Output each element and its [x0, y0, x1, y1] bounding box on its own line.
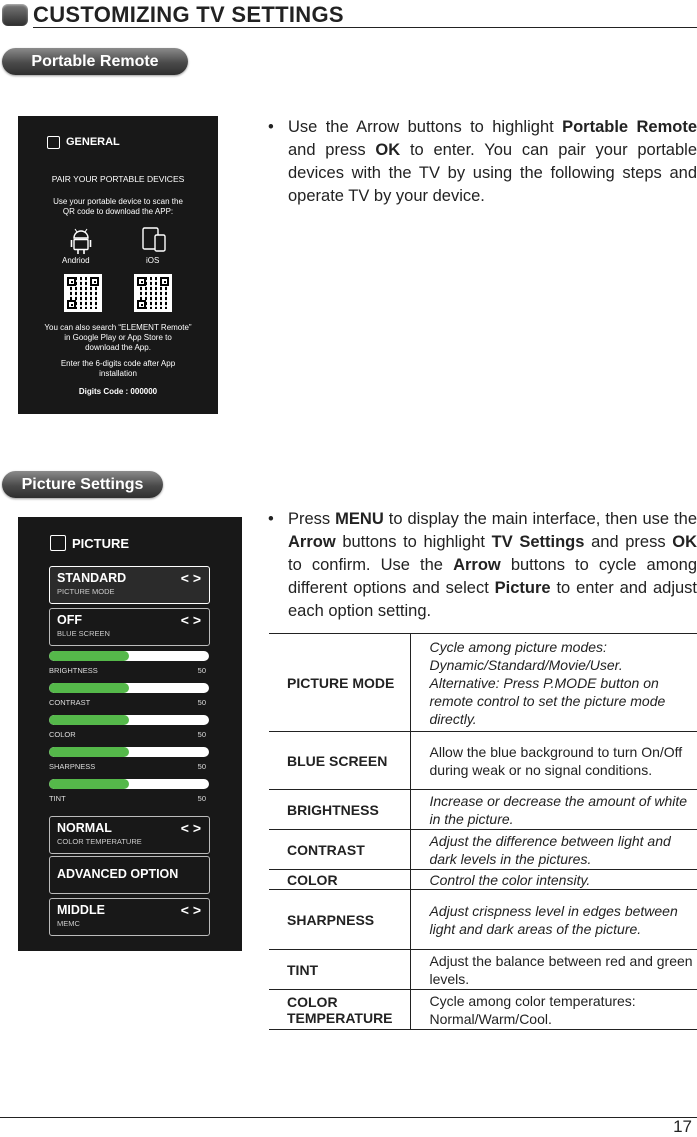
tv-screen-general	[18, 116, 218, 414]
digits-code: Digits Code : 000000	[78, 387, 158, 396]
slider-value: 50	[197, 762, 206, 771]
setting-name: COLOR	[269, 870, 410, 890]
slider-fill	[49, 683, 129, 693]
slider-label: CONTRAST	[49, 698, 91, 707]
setting-description: Cycle among color temperatures: Normal/Warm/Cool.	[429, 992, 636, 1027]
setting-name: CONTRAST	[269, 830, 410, 870]
checkbox-icon	[50, 535, 66, 551]
slider-brightness[interactable]	[49, 651, 209, 661]
screen-title: GENERAL	[66, 136, 120, 148]
section-pill-picture-settings: Picture Settings	[2, 471, 163, 498]
setting-name: TINT	[269, 950, 410, 990]
option-value: ADVANCED OPTION	[57, 867, 179, 881]
search-line: download the App.	[85, 343, 151, 352]
bullet: •	[268, 510, 274, 528]
cycle-arrows-icon: < >	[180, 902, 201, 918]
page-title: CUSTOMIZING TV SETTINGS	[33, 2, 344, 27]
slider-label: SHARPNESS	[49, 762, 96, 771]
option-label: PICTURE MODE	[57, 587, 115, 596]
page-number: 17	[673, 1117, 692, 1136]
instruction-line: Use your portable device to scan the	[53, 197, 183, 206]
option-value: STANDARD	[57, 571, 127, 585]
setting-description: Cycle among picture modes: Dynamic/Standard/Movie/User. Alternative: Press P.MODE button on remote control to set the picture mode directly.	[429, 638, 666, 727]
slider-value: 50	[197, 666, 206, 675]
slider-sharpness[interactable]	[49, 747, 209, 757]
option-label: BLUE SCREEN	[57, 629, 110, 638]
search-line: You can also search “ELEMENT Remote”	[44, 323, 192, 332]
menu-advanced-option[interactable]	[49, 856, 210, 894]
slider-value: 50	[197, 794, 206, 803]
instruction-line: QR code to download the APP:	[62, 207, 174, 216]
tv-screen-picture	[18, 517, 242, 951]
ios-qr-code	[134, 274, 172, 312]
menu-memc[interactable]	[49, 898, 210, 936]
portable-remote-text: • Use the Arrow buttons to highlight Portable Remote and press OK to enter. You can pair your portable devices with the TV by using the following steps and operate TV by your device.	[268, 118, 697, 205]
slider-fill	[49, 779, 129, 789]
header-rule	[33, 27, 697, 28]
slider-fill	[49, 715, 129, 725]
bullet: •	[268, 118, 274, 136]
menu-color-temperature[interactable]	[49, 816, 210, 854]
slider-tint[interactable]	[49, 779, 209, 789]
setting-name: SHARPNESS	[269, 890, 410, 950]
slider-value: 50	[197, 730, 206, 739]
setting-description: Adjust the balance between red and green levels.	[429, 952, 693, 987]
option-value: NORMAL	[57, 821, 112, 835]
table-row	[269, 950, 697, 990]
slider-fill	[49, 747, 129, 757]
setting-description: Adjust the difference between light and dark levels in the pictures.	[429, 832, 671, 867]
setting-description: Allow the blue background to turn On/Off during weak or no signal conditions.	[429, 743, 683, 778]
table-row	[269, 732, 697, 790]
table-row	[269, 830, 697, 870]
slider-fill	[49, 651, 129, 661]
table-row	[269, 634, 697, 732]
android-label: Andriod	[62, 256, 90, 265]
setting-name: COLOR TEMPERATURE	[269, 990, 410, 1030]
picture-settings-table	[269, 633, 697, 1030]
setting-description: Adjust crispness level in edges between light and dark areas of the picture.	[429, 902, 678, 937]
table-row	[269, 790, 697, 830]
setting-description: Control the color intensity.	[429, 871, 591, 888]
slider-value: 50	[197, 698, 206, 707]
pair-heading: PAIR YOUR PORTABLE DEVICES	[51, 174, 185, 184]
ios-label: iOS	[146, 256, 160, 265]
option-label: COLOR TEMPERATURE	[57, 837, 142, 846]
section-pill-portable-remote: Portable Remote	[2, 48, 188, 75]
table-row	[269, 890, 697, 950]
table-row	[269, 870, 697, 890]
header-icon	[2, 4, 28, 26]
slider-label: COLOR	[49, 730, 76, 739]
cycle-arrows-icon: < >	[180, 612, 201, 628]
setting-description: Increase or decrease the amount of white in the picture.	[429, 792, 688, 827]
option-label: MEMC	[57, 919, 80, 928]
android-qr-code	[64, 274, 102, 312]
slider-label: BRIGHTNESS	[49, 666, 98, 675]
screen-title: PICTURE	[72, 536, 130, 551]
option-value: MIDDLE	[57, 903, 105, 917]
checkbox-icon	[47, 136, 60, 149]
android-icon	[70, 227, 92, 255]
search-line: in Google Play or App Store to	[64, 333, 172, 342]
picture-settings-text: • Press MENU to display the main interface, then use the Arrow buttons to highlight TV Settings and press OK to confirm. Use the Arrow buttons to cycle among different options and select Picture to enter and adjust each option setting.	[268, 510, 697, 620]
ios-device-icon	[142, 227, 168, 253]
footer-rule	[0, 1117, 697, 1118]
menu-picture-mode[interactable]	[49, 566, 210, 604]
slider-label: TINT	[49, 794, 66, 803]
setting-name: PICTURE MODE	[269, 634, 410, 732]
setting-name: BLUE SCREEN	[269, 732, 410, 790]
option-value: OFF	[57, 613, 82, 627]
slider-color[interactable]	[49, 715, 209, 725]
enter-code-line: Enter the 6-digits code after App	[60, 359, 176, 368]
cycle-arrows-icon: < >	[180, 820, 201, 836]
slider-contrast[interactable]	[49, 683, 209, 693]
enter-code-line: installation	[99, 369, 137, 378]
cycle-arrows-icon: < >	[180, 570, 201, 586]
menu-blue-screen[interactable]	[49, 608, 210, 646]
setting-name: BRIGHTNESS	[269, 790, 410, 830]
table-row	[269, 990, 697, 1030]
